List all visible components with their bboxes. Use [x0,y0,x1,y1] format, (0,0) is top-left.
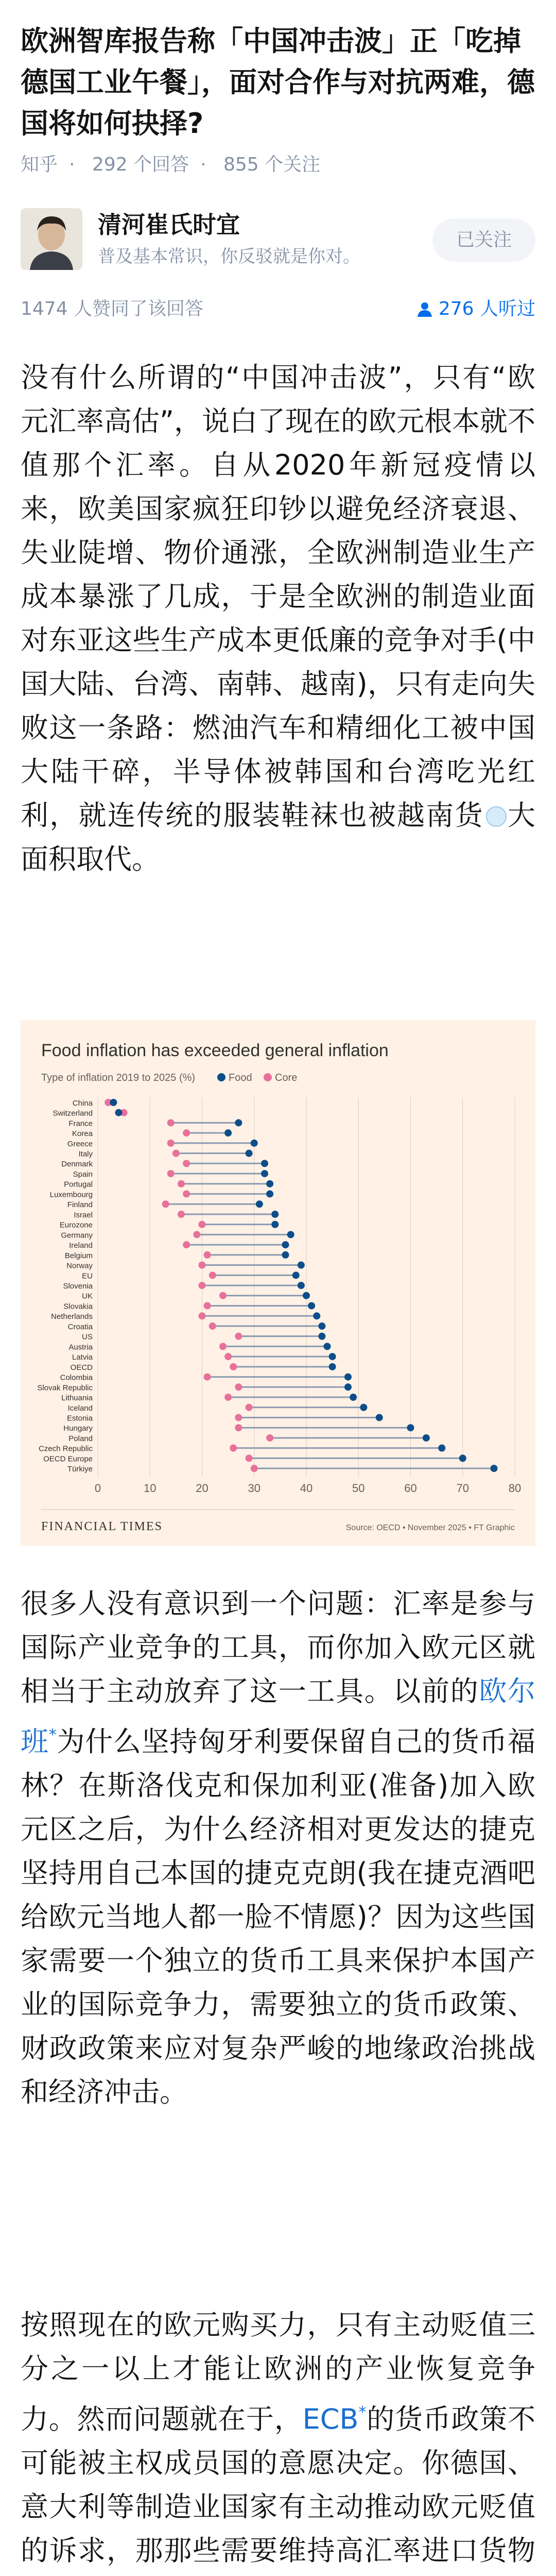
food-point [292,1272,300,1279]
x-tick-label: 70 [456,1482,469,1495]
food-point [261,1170,268,1177]
food-point [235,1119,242,1126]
paragraph-text: 没有什么所谓的“中国冲击波”，只有“欧元汇率高估”，说白了现在的欧元根本就不值那个汇率。自从2020年新冠疫情以来，欧美国家疯狂印钞以避免经济衰退、失业陡增、物价通涨，全欧洲制造业生产成本暴涨了几成，于是全欧洲的制造业面对东亚这些生产成本更低廉的竞争对手(中国大陆、台湾、南韩、越南)，只有走向失败这一条路：燃油汽车和精细化工被中国大陆干碎，半导体被韩国和台湾吃光红利，就连传统的服装鞋袜也被越南货 [21,361,535,832]
category-label: Norway [66,1261,93,1270]
core-point [209,1272,216,1279]
food-point [298,1282,305,1289]
category-label: Spain [73,1170,93,1179]
avatar[interactable] [21,208,82,270]
food-point [438,1445,445,1452]
category-label: Lithuania [61,1394,93,1403]
answer-paragraph-2 [21,1582,535,2114]
x-tick-label: 30 [248,1482,260,1495]
listener-icon [416,300,433,318]
chart-subtitle: Type of inflation 2019 to 2025 (%) [41,1072,196,1083]
core-point [219,1292,227,1299]
food-point [110,1099,117,1106]
core-point [162,1200,169,1208]
core-point [246,1404,253,1411]
answer-paragraph-3 [21,2303,535,2576]
core-point [266,1434,273,1442]
core-point [219,1343,227,1350]
meta-dot: · [200,154,206,175]
food-point [266,1190,273,1197]
category-label: Czech Republic [38,1444,93,1453]
category-label: Colombia [60,1373,93,1382]
food-point [313,1312,320,1319]
core-point [209,1323,216,1330]
core-point [204,1251,211,1259]
food-point [407,1424,414,1431]
category-label: OECD [70,1363,93,1372]
food-point [261,1160,268,1167]
listen-button[interactable] [416,294,535,325]
food-point [298,1262,305,1269]
core-point [183,1241,190,1248]
x-tick-label: 80 [508,1482,522,1495]
food-point [491,1465,498,1472]
author-bio: 普及基本常识，你反驳就是你对。 [98,246,360,267]
category-label: Poland [68,1434,93,1443]
category-label: Belgium [64,1251,93,1260]
core-point [199,1262,206,1269]
core-point [235,1333,242,1340]
category-label: Greece [67,1139,93,1148]
core-point [224,1394,232,1401]
food-point [376,1414,383,1421]
x-tick-label: 20 [196,1482,208,1495]
legend-swatch-core [264,1073,272,1081]
category-label: Eurozone [59,1221,93,1230]
food-point [344,1383,352,1391]
category-label: Luxembourg [49,1190,93,1199]
x-tick-label: 60 [404,1482,417,1495]
legend-label-food: Food [229,1072,252,1083]
food-point [115,1109,123,1116]
search-mark-icon[interactable]: * [48,1726,57,1744]
core-point [178,1180,185,1188]
category-label: Estonia [66,1414,93,1423]
core-point [178,1211,185,1218]
category-label: Türkiye [67,1465,93,1474]
category-label: Portugal [64,1180,93,1189]
category-label: Latvia [72,1353,93,1362]
paragraph-text: 按照现在的欧元购买力，只有主动贬值三分之一以上才能让欧洲的产业恢复竞争力。然而问题就在于， [21,2309,535,2435]
food-point [423,1434,430,1442]
core-point [167,1140,175,1147]
paragraph-text: 为什么坚持匈牙利要保留自己的货币福林？在斯洛伐克和保加利亚(准备)加入欧元区之后，为什么经济相对更发达的捷克坚持用自己本国的捷克克朗(我在捷克酒吧给欧元当地人都一脸不情愿)？因为这些国家需要一个独立的货币工具来保护本国产业的国际竞争力，需要独立的货币政策、财政政策来应对复杂严峻的地缘政治挑战和经济冲击。 [21,1725,536,2108]
core-point [235,1383,242,1391]
food-point [271,1211,279,1218]
listen-count: 276 人听过 [438,298,535,319]
stats-row [21,294,535,325]
food-point [246,1150,253,1157]
paragraph-text: 的货币政策不可能被主权成员国的意愿决定。你德国、意大利等制造业国家有主动推动欧元贬值的诉求，那那些需要维持高汇率进口货物 [21,2403,535,2567]
follow-button[interactable]: 已关注 [432,218,535,262]
food-point [266,1180,273,1188]
orban-link[interactable]: 欧尔班 [21,1675,536,1758]
core-point [230,1445,237,1452]
core-point [193,1231,200,1238]
inflation-chart[interactable] [21,1020,535,1546]
food-point [303,1292,310,1299]
food-point [251,1140,258,1147]
author-name[interactable]: 清河崔氏时宜 [98,211,240,239]
x-tick-label: 50 [352,1482,365,1495]
agree-count: 1474 人赞同了该回答 [21,298,204,319]
category-label: Croatia [67,1322,93,1331]
paragraph-text: 很多人没有意识到一个问题：汇率是参与国际产业竞争的工具，而你加入欧元区就相当于主动放弃了这一工具。以前的 [21,1587,535,1707]
legend-label-core: Core [275,1072,298,1083]
category-label: Korea [72,1129,93,1139]
food-point [329,1353,336,1360]
food-point [324,1343,331,1350]
core-point [199,1282,206,1289]
x-tick-label: 10 [144,1482,157,1495]
category-label: Iceland [67,1403,93,1413]
core-point [235,1414,242,1421]
food-point [282,1251,289,1259]
inflation-chart-svg [21,1020,535,1546]
site-name[interactable]: 知乎 [21,154,58,175]
core-point [251,1465,258,1472]
core-point [183,1190,190,1197]
core-point [199,1312,206,1319]
category-label: Switzerland [53,1109,93,1118]
category-label: Slovenia [63,1282,93,1291]
core-point [204,1374,211,1381]
core-point [224,1353,232,1360]
food-point [256,1200,263,1208]
category-label: Germany [61,1231,93,1240]
food-point [329,1363,336,1370]
chart-title: Food inflation has exceeded general inflation [41,1041,389,1060]
smile-emoji-icon [486,806,507,827]
core-point [246,1454,253,1462]
category-label: Ireland [69,1241,93,1250]
category-label: US [82,1332,93,1342]
core-point [199,1221,206,1228]
food-point [282,1241,289,1248]
core-point [230,1363,237,1370]
category-label: UK [82,1292,93,1301]
chart-source-note: Source: OECD • November 2025 • FT Graphic [345,1523,515,1532]
x-tick-label: 0 [94,1482,101,1495]
food-point [344,1374,352,1381]
category-label: China [72,1098,93,1108]
question-meta [21,149,332,180]
core-point [183,1160,190,1167]
core-point [167,1170,175,1177]
question-title[interactable]: 欧洲智库报告称「中国冲击波」正「吃掉德国工业午餐」，面对合作与对抗两难，德国将如何抉择? [21,25,535,140]
chart-source-brand: FINANCIAL TIMES [41,1520,163,1533]
food-point [318,1333,325,1340]
category-label: Slovakia [63,1302,93,1311]
category-label: Italy [78,1149,93,1159]
category-label: OECD Europe [43,1454,93,1464]
author-row [21,206,535,273]
category-label: Israel [74,1210,93,1219]
food-point [308,1302,315,1309]
core-point [172,1150,180,1157]
food-point [318,1323,325,1330]
food-point [459,1454,466,1462]
legend-swatch-food [217,1073,225,1081]
answer-count[interactable]: 292 个回答 [92,154,189,175]
category-label: Denmark [61,1160,93,1169]
food-point [360,1404,367,1411]
meta-dot: · [69,154,75,175]
food-point [350,1394,357,1401]
core-point [183,1129,190,1137]
category-label: Hungary [63,1424,93,1433]
food-point [271,1221,279,1228]
core-point [167,1119,175,1126]
core-point [204,1302,211,1309]
category-label: Netherlands [51,1312,93,1321]
food-point [224,1129,232,1137]
follow-count[interactable]: 855 个关注 [223,154,321,175]
food-point [287,1231,294,1238]
category-label: Finland [67,1200,93,1210]
ecb-link[interactable]: ECB [302,2403,359,2435]
category-label: Slovak Republic [37,1383,93,1393]
answer-paragraph-1 [21,355,535,881]
category-label: EU [82,1272,93,1281]
x-tick-label: 40 [300,1482,313,1495]
category-label: France [68,1119,93,1128]
category-label: Austria [68,1343,93,1352]
paragraph-text: 大面积取代。 [21,799,536,875]
core-point [235,1424,242,1431]
search-mark-icon[interactable]: * [358,2403,367,2421]
